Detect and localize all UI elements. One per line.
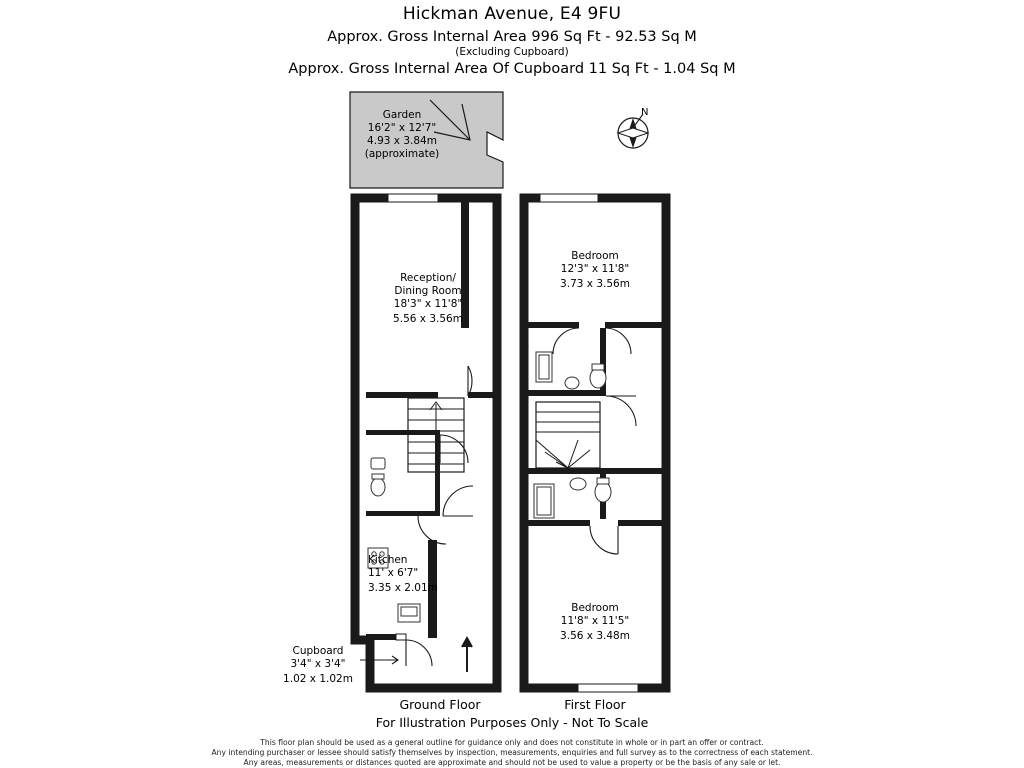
disclaimer-line-2: Any intending purchaser or lessee should satisfy themselves by inspection, measurements, enquiries and full survey as to the correctness of each statement. <box>211 748 813 757</box>
bedroom-1-name: Bedroom <box>571 250 619 262</box>
cupboard-area: Approx. Gross Internal Area Of Cupboard 11 Sq Ft - 1.04 Sq M <box>288 61 736 77</box>
kitchen-name: Kitchen <box>368 554 408 566</box>
page-title: Hickman Avenue, E4 9FU <box>402 4 622 24</box>
garden-name: Garden <box>382 109 422 121</box>
gross-internal-area-note: (Excluding Cupboard) <box>455 46 569 58</box>
garden-dims-metric: 4.93 x 3.84m <box>367 135 437 147</box>
reception-name-line1: Reception/ <box>400 272 456 284</box>
first-floor-label: First Floor <box>564 697 626 712</box>
bedroom-2-name: Bedroom <box>571 602 619 614</box>
disclaimer-line-3: Any areas, measurements or distances quoted are approximate and should not be used to value a property or be the basis of any sale or let. <box>243 758 781 767</box>
footer <box>0 715 1024 730</box>
kitchen-dims-imperial: 11' x 6'7" <box>368 567 419 579</box>
reception-name-line2: Dining Room <box>394 285 462 297</box>
reception-dims-metric: 5.56 x 3.56m <box>393 313 463 325</box>
garden-note: (approximate) <box>364 148 440 160</box>
compass-north-label: N <box>641 107 649 118</box>
gross-internal-area: Approx. Gross Internal Area 996 Sq Ft - 92.53 Sq M <box>327 29 697 45</box>
reception-dims-imperial: 18'3" x 11'8" <box>393 298 463 310</box>
ground-floor-label: Ground Floor <box>399 697 481 712</box>
bedroom-2-dims-imperial: 11'8" x 11'5" <box>560 615 630 627</box>
bedroom-1-dims-metric: 3.73 x 3.56m <box>560 278 630 290</box>
disclaimer-line-1: This floor plan should be used as a general outline for guidance only and does not constitute in whole or in part an offer or contract. <box>260 738 764 747</box>
ground-floor-walls <box>351 194 497 688</box>
bedroom-1-dims-imperial: 12'3" x 11'8" <box>560 263 630 275</box>
cupboard-dims-metric: 1.02 x 1.02m <box>283 673 353 685</box>
disclaimer <box>0 738 1024 768</box>
cupboard-dims-imperial: 3'4" x 3'4" <box>290 658 346 670</box>
ground-floor-bathroom-fixtures <box>371 458 385 496</box>
bedroom-2-dims-metric: 3.56 x 3.48m <box>560 630 630 642</box>
first-floor-stairs <box>536 402 600 468</box>
garden-dims-imperial: 16'2" x 12'7" <box>367 122 437 134</box>
illustration-note: For Illustration Purposes Only - Not To Scale <box>375 715 649 730</box>
cupboard-name: Cupboard <box>292 645 344 657</box>
compass-rose <box>618 114 648 148</box>
kitchen-dims-metric: 3.35 x 2.01m <box>368 582 438 594</box>
